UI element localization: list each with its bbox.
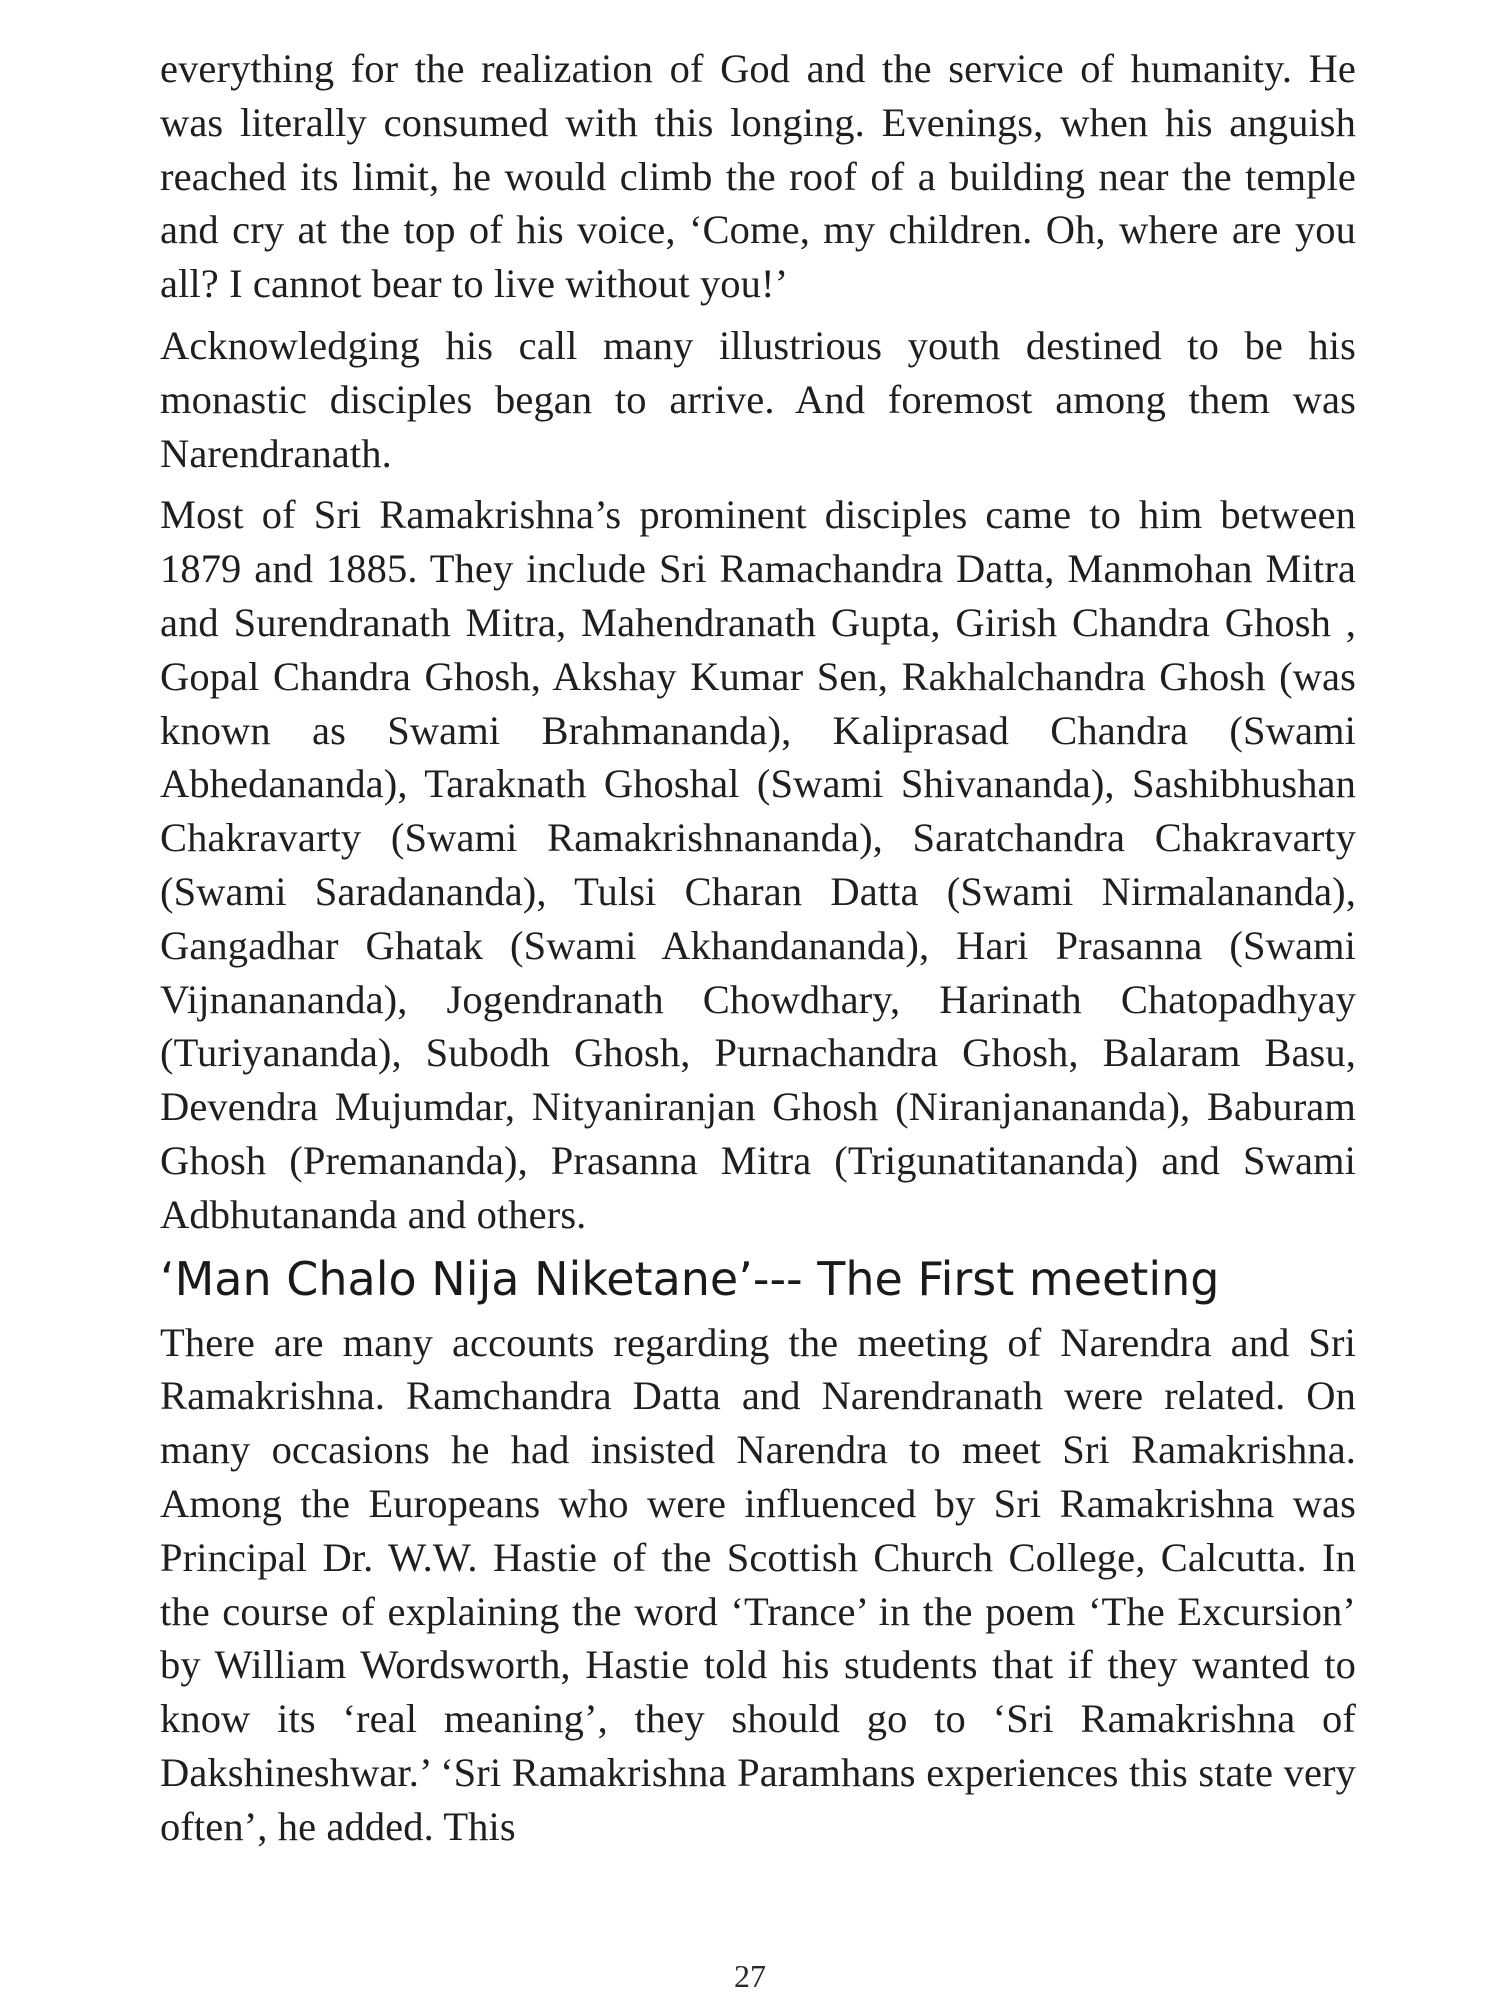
- section-heading: ‘Man Chalo Nija Niketane’--- The First meeting: [160, 1251, 1220, 1306]
- paragraph-longing: everything for the realization of God and the service of humanity. He was literally consumed with this longing. Evenings, when his anguish reached its limit, he would climb the roof of a building near the temple and cry at the top of his voice, ‘Come, my children. Oh, where are you all? I cannot bear to live without you!’: [160, 46, 1356, 307]
- paragraph-call: Acknowledging his call many illustrious youth destined to be his monastic disciples began to arrive. And foremost among them was Narendranath.: [160, 322, 1356, 476]
- book-page-body: [160, 42, 1356, 1862]
- paragraph-first-meeting: There are many accounts regarding the meeting of Narendra and Sri Ramakrishna. Ramchandra Datta and Narendranath were related. On many occasions he had insisted Narendra to meet Sri Ramakrishna. Among the Europeans who were influenced by Sri Ramakrishna was Principal Dr. W.W. Hastie of the Scottish Church College, Calcutta. In the course of explaining the word ‘Trance’ in the poem ‘The Excursion’ by William Wordsworth, Hastie told his students that if they wanted to know its ‘real meaning’, they should go to ‘Sri Ramakrishna of Dakshineshwar.’ ‘Sri Ramakrishna Paramhans experiences this state very often’, he added. This: [160, 1319, 1356, 1849]
- paragraph-disciples: Most of Sri Ramakrishna’s prominent disciples came to him between 1879 and 1885. They include Sri Ramachandra Datta, Manmohan Mitra and Surendranath Mitra, Mahendranath Gupta, Girish Chandra Ghosh , Gopal Chandra Ghosh, Akshay Kumar Sen, Rakhalchandra Ghosh (was known as Swami Brahmananda), Kaliprasad Chandra (Swami Abhedananda), Taraknath Ghoshal (Swami Shivananda), Sashibhushan Chakravarty (Swami Ramakrishnananda), Saratchandra Chakravarty (Swami Saradananda), Tulsi Charan Datta (Swami Nirmalananda), Gangadhar Ghatak (Swami Akhandananda), Hari Prasanna (Swami Vijnanananda), Jogendranath Chowdhary, Harinath Chatopadhyay (Turiyananda), Subodh Ghosh, Purnachandra Ghosh, Balaram Basu, Devendra Mujumdar, Nityaniranjan Ghosh (Niranjanananda), Baburam Ghosh (Premananda), Prasanna Mitra (Trigunatitananda) and Swami Adbhutananda and others.: [160, 492, 1356, 1237]
- page-number: 27: [734, 1958, 766, 1994]
